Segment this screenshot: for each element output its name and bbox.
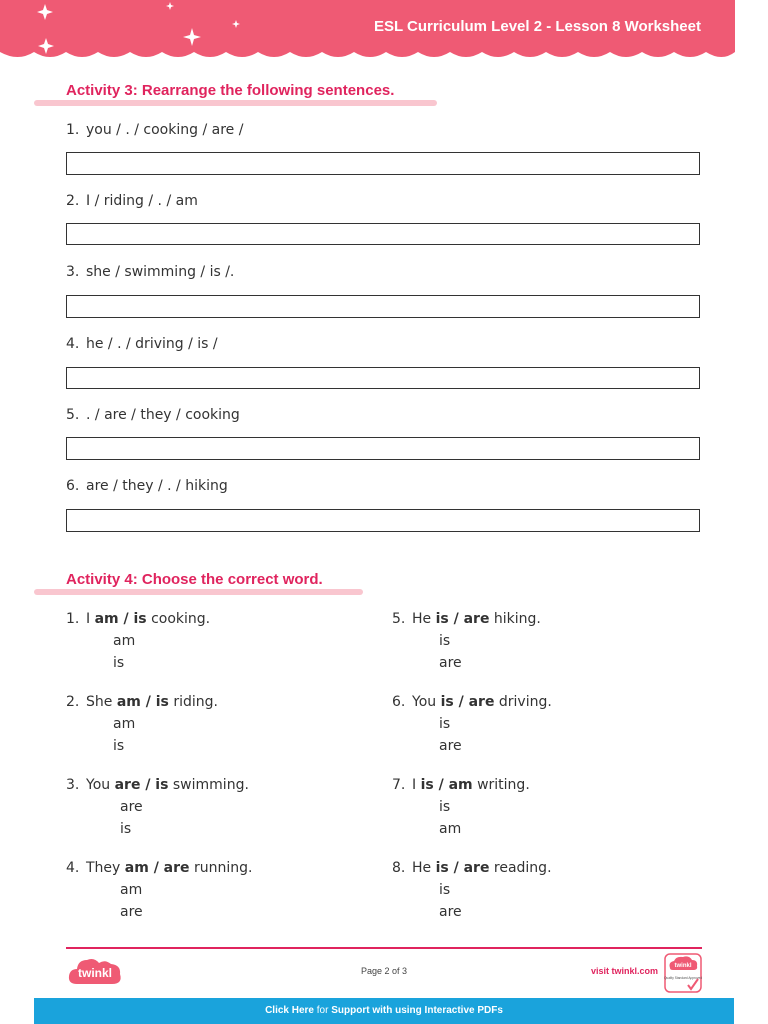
choice-question-3: 3. You are / is swimming.	[66, 777, 249, 793]
answer-field-5[interactable]	[66, 437, 700, 460]
worksheet-title: ESL Curriculum Level 2 - Lesson 8 Worksheet	[373, 18, 701, 35]
choice-question-6: 6. You is / are driving.	[392, 694, 552, 710]
rearrange-prompt-2: 2. I / riding / . / am	[66, 193, 198, 209]
heading-underline	[34, 589, 363, 595]
choice-question-2: 2. She am / is riding.	[66, 694, 218, 710]
choice-option[interactable]: am	[439, 821, 462, 837]
answer-field-6[interactable]	[66, 509, 700, 532]
activity-3-title: Activity 3: Rearrange the following sentences.	[66, 82, 395, 99]
support-link[interactable]: Click Here	[265, 1005, 314, 1016]
choice-option[interactable]: is	[439, 799, 451, 815]
choice-option[interactable]: are	[439, 738, 462, 754]
choice-option[interactable]: is	[439, 882, 451, 898]
choice-question-8: 8. He is / are reading.	[392, 860, 552, 876]
choice-option[interactable]: is	[113, 655, 125, 671]
choice-option[interactable]: am	[113, 633, 136, 649]
choice-question-5: 5. He is / are hiking.	[392, 611, 541, 627]
answer-field-2[interactable]	[66, 223, 700, 245]
choice-option[interactable]: are	[439, 904, 462, 920]
answer-field-3[interactable]	[66, 295, 700, 318]
choice-question-7: 7. I is / am writing.	[392, 777, 530, 793]
choice-option[interactable]: is	[439, 716, 451, 732]
choice-option[interactable]: are	[439, 655, 462, 671]
choice-option[interactable]: is	[120, 821, 132, 837]
activity-3-heading	[34, 82, 437, 106]
worksheet-header	[0, 0, 735, 62]
answer-field-1[interactable]	[66, 152, 700, 175]
activity-4-heading	[34, 571, 363, 595]
choice-option[interactable]: are	[120, 799, 143, 815]
choice-question-1: 1. I am / is cooking.	[66, 611, 211, 627]
choice-option[interactable]: am	[113, 716, 136, 732]
quality-badge	[664, 953, 702, 993]
rearrange-prompt-3: 3. she / swimming / is /.	[66, 264, 235, 280]
heading-underline	[34, 100, 437, 106]
choice-option[interactable]: is	[439, 633, 451, 649]
support-connector: for	[316, 1005, 329, 1016]
page-number: Page 2 of 3	[360, 966, 408, 976]
activity-4-title: Activity 4: Choose the correct word.	[66, 571, 323, 588]
choice-option[interactable]: are	[120, 904, 143, 920]
answer-field-4[interactable]	[66, 367, 700, 389]
choice-option[interactable]: is	[113, 738, 125, 754]
visit-link[interactable]: visit twinkl.com	[591, 966, 659, 976]
rearrange-prompt-5: 5. . / are / they / cooking	[66, 407, 240, 423]
support-banner[interactable]	[34, 998, 734, 1024]
badge-caption: Quality Standard Approved	[664, 976, 702, 980]
footer-divider	[66, 947, 702, 949]
badge-title: twinkl	[674, 963, 692, 969]
rearrange-prompt-4: 4. he / . / driving / is /	[66, 336, 218, 352]
logo-text: twinkl	[77, 966, 113, 980]
rearrange-prompt-1: 1. you / . / cooking / are /	[66, 122, 244, 138]
choice-option[interactable]: am	[120, 882, 143, 898]
support-text: Support with using Interactive PDFs	[331, 1005, 503, 1016]
rearrange-prompt-6: 6. are / they / . / hiking	[66, 478, 228, 494]
choice-question-4: 4. They am / are running.	[66, 860, 253, 876]
quality-badge-icon	[664, 953, 702, 993]
